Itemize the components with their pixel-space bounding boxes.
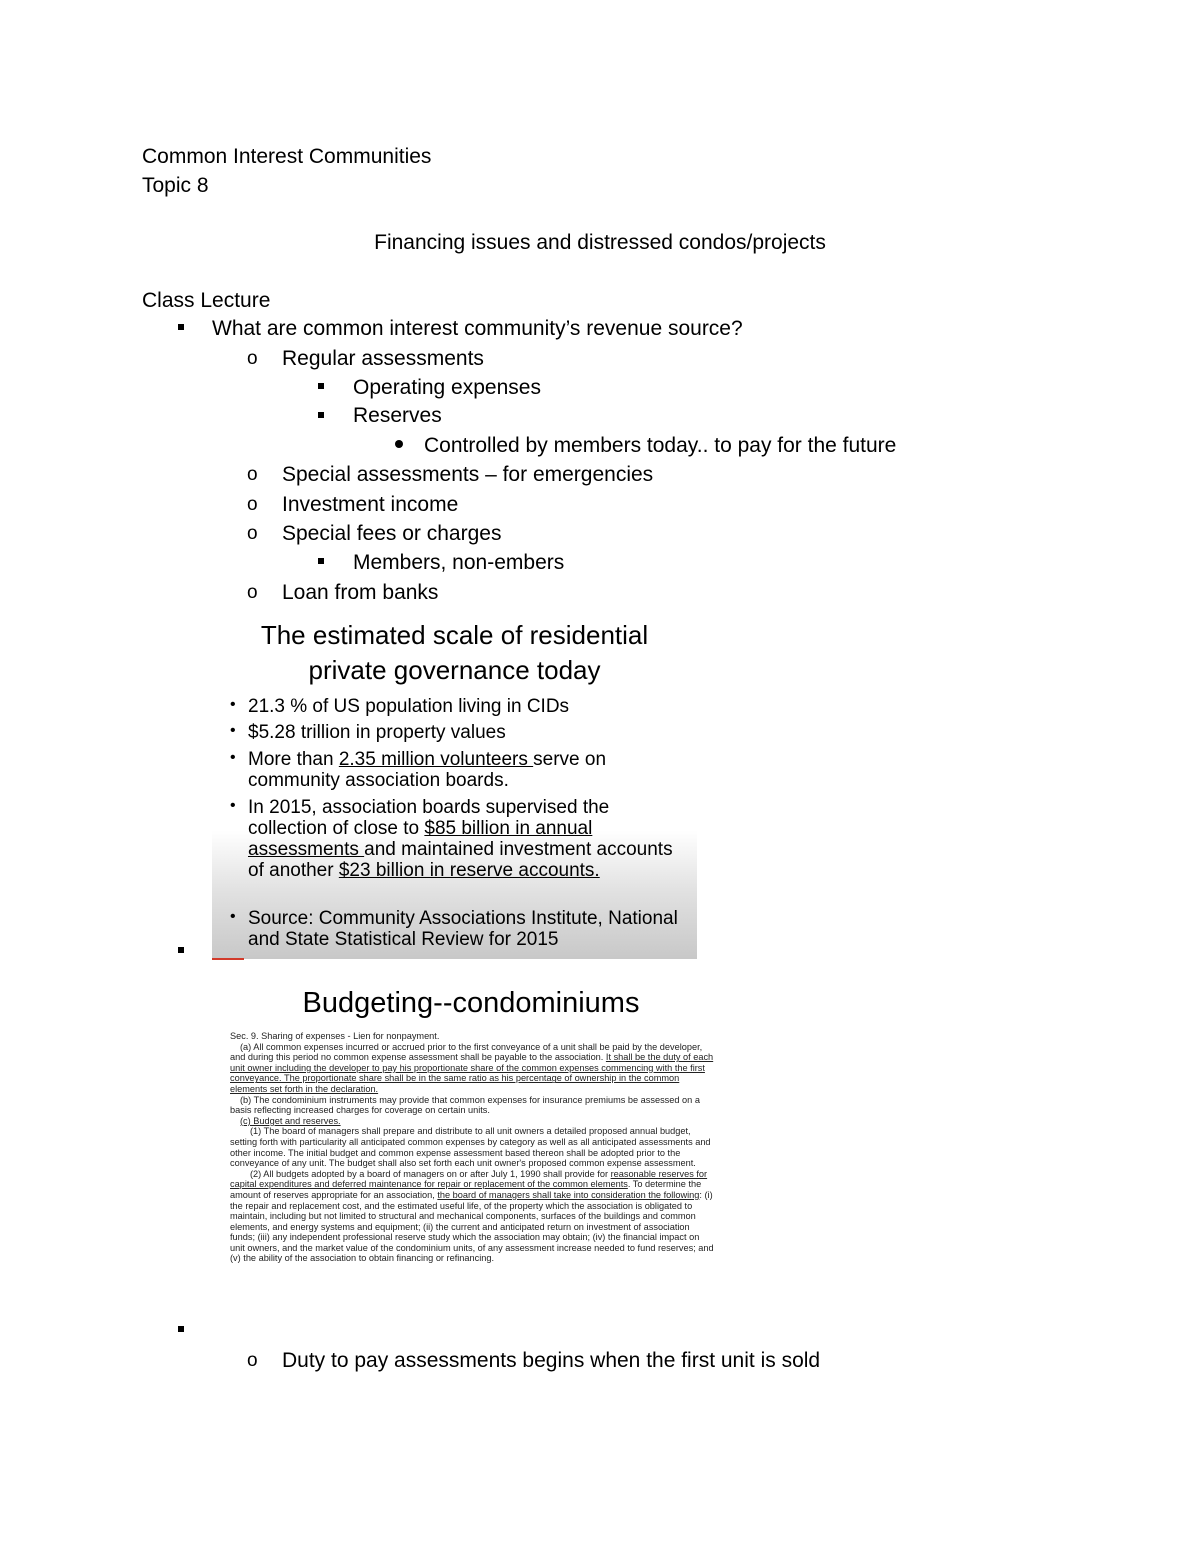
circle-bullet-icon: o	[247, 494, 258, 515]
circle-bullet-icon: o	[247, 523, 258, 544]
slide-bullet-population: 21.3 % of US population living in CIDs	[248, 696, 570, 717]
outline-item-fees: Special fees or charges	[282, 522, 502, 545]
course-title: Common Interest Communities	[142, 145, 432, 168]
square-bullet-icon	[178, 324, 184, 330]
red-underline-mark	[212, 958, 244, 960]
outline-item-loan: Loan from banks	[282, 581, 439, 604]
statute-section-heading: Sec. 9. Sharing of expenses - Lien for nonpayment.	[230, 1031, 440, 1041]
slide-title-line2: private governance today	[308, 655, 601, 685]
square-bullet-icon	[318, 558, 324, 564]
circle-bullet-icon: o	[247, 464, 258, 485]
square-bullet-icon	[318, 383, 324, 389]
slide-image-cid-scale	[212, 612, 697, 959]
outline-item-operating: Operating expenses	[353, 376, 541, 399]
square-bullet-icon	[178, 947, 184, 953]
statute-excerpt	[230, 1031, 714, 1264]
bullet-icon: •	[230, 797, 236, 814]
statute-para-c2: (2) All budgets adopted by a board of managers on or after July 1, 1990 shall provide for reasonable reserves for capital expenditures and deferred maintenance for repair or replacement of the common elements. To determine the amount of reserves appropriate for an association, the board of managers shall take into consideration the following: (i) the repair and replacement cost, and the estimated useful life, of the property which the association is obligated to maintain, including but not limited to structural and mechanical components, surfaces of the buildings and common elements, and energy systems and equipment; (ii) the current and anticipated return on investment of association funds; (iii) any independent professional reserve study which the association may obtain; (iv) the financial impact on unit owners, and the market value of the condominium units, of any assessment increase needed to fund reserves; and (v) the ability of the association to obtain financing or refinancing.	[230, 1168, 714, 1264]
statute-para-c1: (1) The board of managers shall prepare and distribute to all unit owners a detailed proposed annual budget, setting forth with particularity all anticipated common expenses by category as well as all anticipated assessments and other income. The initial budget and common expense assessment based thereon shall be adopted prior to the conveyance of any unit. The budget shall also set forth each unit owner's proposed common expense assessment.	[230, 1126, 711, 1169]
outline-item-reserves: Reserves	[353, 404, 442, 427]
outline-item-controlled: Controlled by members today.. to pay for the future	[424, 434, 897, 457]
square-bullet-icon	[178, 1326, 184, 1332]
slide-bullet-volunteers: More than 2.35 million volunteers serve on community association boards.	[248, 749, 607, 791]
document-title: Financing issues and distressed condos/projects	[374, 231, 826, 254]
outline-item-investment: Investment income	[282, 493, 459, 516]
topic-label: Topic 8	[142, 174, 209, 197]
slide-bullet-assessments: In 2015, association boards supervised the collection of close to $85 billion in annual assessments and maintained investment accounts of another $23 billion in reserve accounts.	[248, 797, 673, 881]
outline-item-special: Special assessments – for emergencies	[282, 463, 654, 486]
statute-para-b: (b) The condominium instruments may provide that common expenses for insurance premiums be assessed on a basis reflecting increased charges for coverage on certain units.	[230, 1094, 700, 1116]
outline-question: What are common interest community’s revenue source?	[212, 317, 743, 340]
slide-title-line1: The estimated scale of residential	[260, 620, 649, 650]
statute-para-c: (c) Budget and reserves.	[240, 1115, 341, 1126]
disc-bullet-icon	[395, 440, 403, 448]
bullet-icon: •	[230, 722, 236, 739]
circle-bullet-icon: o	[247, 1350, 258, 1371]
section-heading: Class Lecture	[142, 289, 271, 312]
square-bullet-icon	[318, 412, 324, 418]
bullet-icon: •	[230, 696, 236, 713]
outline-item-duty: Duty to pay assessments begins when the first unit is sold	[282, 1349, 821, 1372]
slide-image-budgeting	[226, 985, 716, 1315]
outline-item-regular: Regular assessments	[282, 347, 484, 370]
slide-bullet-property: $5.28 trillion in property values	[248, 722, 506, 743]
statute-para-a: (a) All common expenses incurred or accrued prior to the first conveyance of a unit shall be paid by the developer, and during this period no common expense assessment shall be payable to the association. It shall be the duty of each unit owner including the developer to pay his proportionate share of the common expenses commencing with the first conveyance. The proportionate share shall be in the same ratio as his percentage of ownership in the common elements set forth in the declaration.	[230, 1041, 714, 1094]
bullet-icon: •	[230, 908, 236, 925]
circle-bullet-icon: o	[247, 348, 258, 369]
slide-bullet-source: Source: Community Associations Institute, National and State Statistical Review for 2015	[248, 908, 678, 950]
bullet-icon: •	[230, 749, 236, 766]
slide-title-budgeting: Budgeting--condominiums	[302, 987, 640, 1019]
outline-item-members: Members, non-embers	[353, 551, 565, 574]
circle-bullet-icon: o	[247, 582, 258, 603]
